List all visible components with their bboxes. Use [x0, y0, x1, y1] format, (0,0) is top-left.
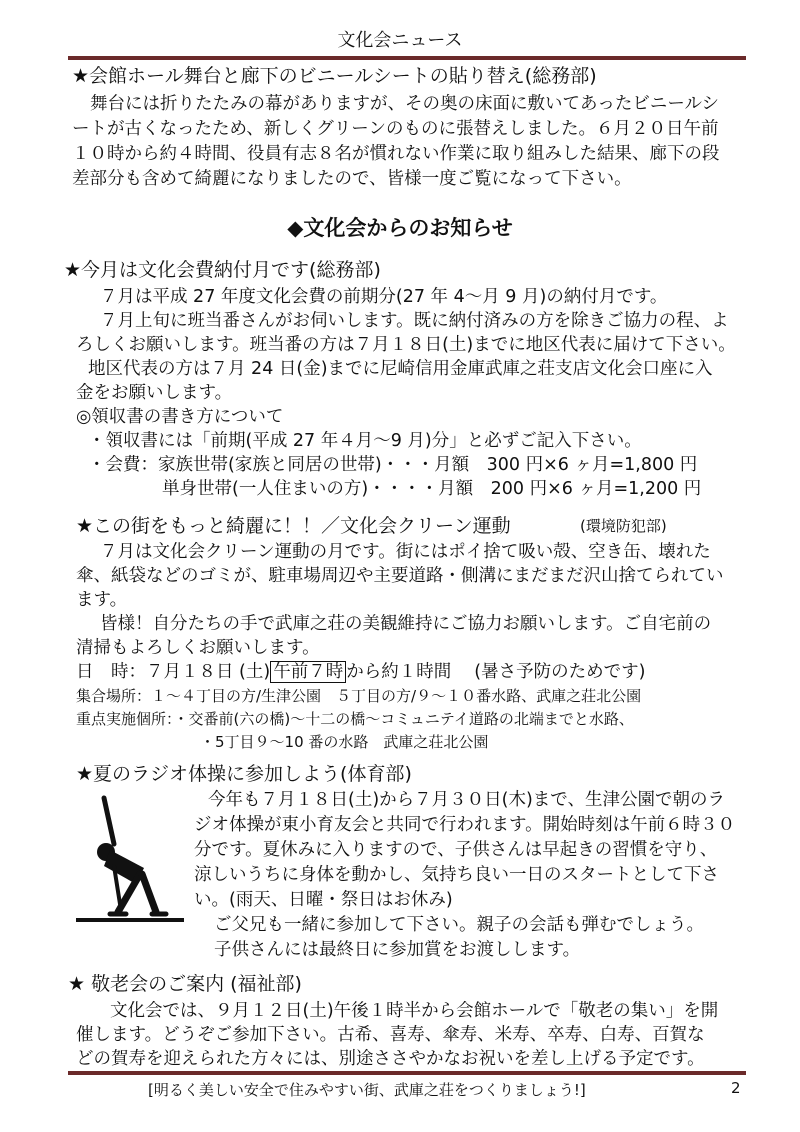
cleanup-time-suffix: から約１時間 (暑さ予防のためです)	[346, 662, 646, 682]
fee-single: 単身世帯(一人住まいの方)・・・・月額 200 円×6 ヶ月=1,200 円	[162, 479, 702, 499]
elderly-line: 文化会では、９月１２日(土)午後１時半から会館ホールで「敬老の集い」を開	[110, 1001, 719, 1021]
cleanup-focus-1: 重点実施個所：・交番前(六の橋)～十二の橋～コミュニテイ道路の北端までと水路、	[76, 710, 634, 728]
fee-line: ７月は平成 27 年度文化会費の前期分(27 年 4～月 9 月)の納付月です。	[100, 287, 668, 307]
header-divider	[68, 56, 746, 60]
section-heading: ◆文化会からのお知らせ	[287, 216, 513, 240]
radio-exercise-illustration	[74, 788, 186, 928]
fee-heading: ★今月は文化会費納付月です(総務部)	[64, 259, 381, 281]
vinyl-line: ートが古くなったため、新しくグリーンのものに張替えしました。６月２０日午前	[72, 119, 719, 139]
exercise-figure-icon	[74, 788, 186, 928]
cleanup-focus-2: ・5丁目９～10 番の水路 武庫之荘北公園	[200, 733, 489, 751]
radio-line: い。(雨天、日曜・祭日はお休み)	[194, 890, 453, 910]
radio-line: 子供さんには最終日に参加賞をお渡しします。	[214, 940, 581, 960]
radio-line: 涼しいうちに身体を動かし、気持ち良い一日のスタートとして下さ	[194, 865, 719, 885]
footer-divider	[68, 1071, 746, 1075]
footer-slogan: [明るく美しい安全で住みやすい街、武庫之荘をつくりましょう!]	[148, 1081, 586, 1099]
fee-line: ろしくお願いします。班当番の方は７月１８日(土)までに地区代表に届けて下さい。	[76, 335, 736, 355]
cleanup-line: ます。	[76, 590, 128, 610]
cleanup-heading: ★この街をもっと綺麗に！！／文化会クリーン運動	[76, 515, 511, 537]
cleanup-dept: (環境防犯部)	[580, 517, 667, 535]
cleanup-time	[76, 659, 645, 685]
fee-line: ７月上旬に班当番さんがお伺いします。既に納付済みの方を除きご協力の程、よ	[100, 311, 729, 331]
cleanup-time-prefix: 日 時：７月１８日 (土)	[76, 662, 271, 682]
receipt-note: ・領収書には「前期(平成 27 年４月～9 月)分」と必ずご記入下さい。	[88, 431, 642, 451]
page-title: 文化会ニュース	[337, 30, 463, 51]
cleanup-line: 清掃もよろしくお願いします。	[76, 638, 320, 658]
page-number: 2	[731, 1079, 741, 1097]
cleanup-line: ７月は文化会クリーン運動の月です。街にはポイ捨て吸い殻、空き缶、壊れた	[100, 542, 711, 562]
elderly-heading: ★ 敬老会のご案内 (福祉部)	[68, 973, 302, 995]
cleanup-line: 皆様！自分たちの手で武庫之荘の美観維持にご協力お願いします。ご自宅前の	[100, 614, 712, 634]
vinyl-line: 差部分も含めて綺麗になりましたので、皆様一度ご覧になって下さい。	[72, 169, 632, 189]
receipt-heading: ◎領収書の書き方について	[76, 407, 284, 427]
cleanup-time-boxed: 午前７時	[270, 661, 346, 683]
fee-line: 金をお願いします。	[76, 383, 233, 403]
fee-line: 地区代表の方は７月 24 日(金)までに尼崎信用金庫武庫之荘支店文化会口座に入	[88, 359, 713, 379]
cleanup-gather: 集合場所：１～４丁目の方/生津公園 ５丁目の方/９～１０番水路、武庫之荘北公園	[76, 687, 642, 705]
elderly-line: 催します。どうぞご参加下さい。古希、喜寿、傘寿、米寿、卒寿、白寿、百賀な	[76, 1025, 705, 1045]
vinyl-line: 舞台には折りたたみの幕がありますが、その奥の床面に敷いてあったビニールシ	[90, 94, 720, 114]
radio-line: 分です。夏休みに入りますので、子供さんは早起きの習慣を守り、	[194, 840, 718, 860]
fee-family: ・会費：家族世帯(家族と同居の世帯)・・・月額 300 円×6 ヶ月=1,800 円	[88, 455, 698, 475]
elderly-line: どの賀寿を迎えられた方々には、別途ささやかなお祝いを差し上げる予定です。	[76, 1049, 705, 1069]
radio-line: ご父兄も一緒に参加して下さい。親子の会話も弾むでしょう。	[214, 915, 704, 935]
vinyl-line: １０時から約４時間、役員有志８名が慣れない作業に取り組みした結果、廊下の段	[72, 144, 720, 164]
radio-line: 今年も７月１８日(土)から７月３０日(木)まで、生津公園で朝のラ	[208, 790, 725, 810]
radio-heading: ★夏のラジオ体操に参加しよう(体育部)	[76, 763, 412, 785]
radio-line: ジオ体操が東小育友会と共同で行われます。開始時刻は午前６時３０	[194, 815, 736, 835]
cleanup-line: 傘、紙袋などのゴミが、駐車場周辺や主要道路・側溝にまだまだ沢山捨てられてい	[76, 566, 724, 586]
vinyl-heading: ★会館ホール舞台と廊下のビニールシートの貼り替え(総務部)	[72, 65, 597, 87]
